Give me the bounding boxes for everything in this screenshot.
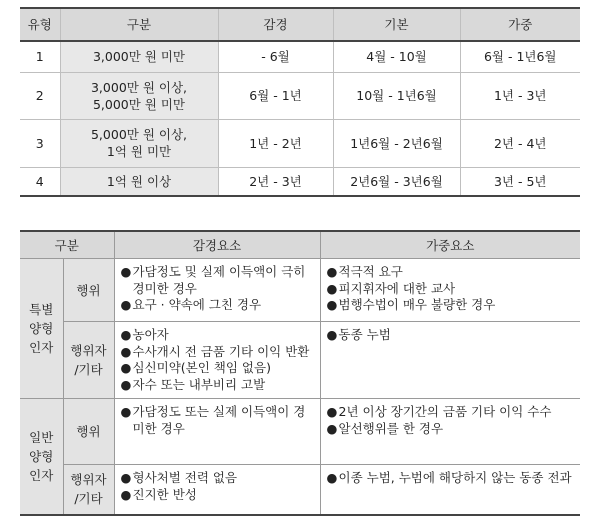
table-row	[20, 259, 580, 322]
sub-label-line: 행위	[76, 424, 101, 439]
list-item	[327, 297, 575, 314]
basic-cell: 10월 - 1년6월	[333, 72, 460, 119]
sub-label-line: /기타	[74, 362, 103, 377]
aggravated-cell: 2년 - 4년	[460, 119, 580, 167]
category-line: 1억 원 이상	[106, 173, 172, 189]
list-item	[327, 404, 575, 421]
type-cell: 4	[20, 167, 60, 196]
table-row	[20, 167, 580, 196]
factor-text: 요구 · 약속에 그친 경우	[132, 297, 262, 312]
sub-label-line: 행위자	[70, 343, 107, 358]
factor-text: 진지한 반성	[132, 486, 197, 502]
reduced-cell: - 6월	[218, 41, 333, 72]
table-header-row	[20, 231, 580, 259]
sub-label-actor	[63, 465, 114, 515]
list-item	[121, 487, 314, 504]
sub-label-actor	[63, 322, 114, 399]
header-aggravated: 가중	[460, 8, 580, 41]
sentencing-factors-table	[20, 230, 580, 516]
list-item	[121, 264, 314, 297]
list-item	[121, 344, 314, 361]
factor-text: 적극적 요구	[338, 264, 403, 279]
header-type: 유형	[20, 8, 60, 41]
bullet-icon: ●	[326, 297, 338, 312]
bullet-icon: ●	[120, 264, 132, 279]
table-row	[20, 119, 580, 167]
sub-label-line: 행위	[76, 282, 101, 298]
bullet-icon: ●	[326, 327, 338, 342]
bullet-icon: ●	[120, 376, 132, 392]
aggravating-cell	[320, 465, 580, 515]
mitigating-cell	[114, 399, 320, 465]
list-item	[121, 327, 314, 344]
table-row	[20, 399, 580, 465]
list-item	[327, 470, 575, 487]
category-cell	[60, 167, 218, 196]
table-row	[20, 465, 580, 515]
reduced-cell: 2년 - 3년	[218, 167, 333, 196]
factor-text: 형사처벌 전력 없음	[132, 470, 238, 485]
list-item	[327, 281, 575, 298]
bullet-icon: ●	[326, 404, 338, 419]
list-item	[121, 470, 314, 487]
group-label-special	[20, 259, 63, 399]
list-item	[121, 360, 314, 377]
aggravating-cell	[320, 259, 580, 322]
header-mitigating: 감경요소	[114, 231, 320, 259]
category-line: 5,000만 원 이상,	[90, 127, 187, 142]
table-row	[20, 322, 580, 399]
group-label-line: 특별	[29, 302, 54, 317]
bullet-icon: ●	[326, 264, 338, 279]
reduced-cell: 1년 - 2년	[218, 119, 333, 167]
type-cell: 2	[20, 72, 60, 119]
mitigating-cell	[114, 259, 320, 322]
group-label-line: 양형	[29, 448, 54, 464]
factor-text: 2년 이상 장기간의 금품 기타 이익 수수	[338, 404, 552, 419]
list-item	[121, 297, 314, 314]
basic-cell: 4월 - 10월	[333, 41, 460, 72]
bullet-icon: ●	[120, 404, 132, 419]
aggravating-cell	[320, 399, 580, 465]
factor-text: 알선행위를 한 경우	[338, 420, 444, 436]
list-item	[327, 264, 575, 281]
bullet-icon: ●	[120, 327, 132, 342]
mitigating-cell	[114, 465, 320, 515]
factor-text: 수사개시 전 금품 기타 이익 반환	[132, 343, 310, 359]
table-row	[20, 72, 580, 119]
category-line: 3,000만 원 미만	[92, 49, 186, 65]
table-header-row	[20, 8, 580, 41]
category-cell	[60, 119, 218, 167]
aggravated-cell: 6월 - 1년6월	[460, 41, 580, 72]
factor-text: 가담정도 및 실제 이득액이 극히 경미한 경우	[132, 264, 306, 296]
factor-text: 자수 또는 내부비리 고발	[132, 376, 266, 392]
header-basic: 기본	[333, 8, 460, 41]
sub-label-line: /기타	[74, 491, 103, 507]
group-label-line: 일반	[29, 429, 54, 445]
list-item	[121, 404, 314, 437]
factor-text: 이종 누범, 누범에 해당하지 않는 동종 전과	[338, 470, 572, 485]
type-cell: 3	[20, 119, 60, 167]
factor-text: 농아자	[132, 327, 169, 342]
bullet-icon: ●	[326, 470, 338, 485]
bullet-icon: ●	[120, 470, 132, 485]
factor-text: 가담정도 또는 실제 이득액이 경미한 경우	[132, 404, 306, 436]
header-category: 구분	[20, 231, 114, 259]
category-line: 3,000만 원 이상,	[90, 79, 187, 95]
list-item	[327, 327, 575, 344]
aggravated-cell: 1년 - 3년	[460, 72, 580, 119]
sub-label-line: 행위자	[70, 472, 107, 488]
group-label-line: 인자	[29, 467, 54, 483]
type-cell: 1	[20, 41, 60, 72]
bullet-icon: ●	[120, 486, 132, 502]
header-reduced: 감경	[218, 8, 333, 41]
bullet-icon: ●	[120, 343, 132, 359]
factor-text: 동종 누범	[338, 327, 391, 342]
bullet-icon: ●	[326, 420, 338, 436]
group-label-line: 양형	[29, 321, 54, 336]
category-line: 5,000만 원 미만	[92, 96, 186, 112]
reduced-cell: 6월 - 1년	[218, 72, 333, 119]
aggravating-cell	[320, 322, 580, 399]
list-item	[327, 421, 575, 438]
sub-label-act	[63, 399, 114, 465]
category-cell	[60, 41, 218, 72]
sentencing-range-table	[20, 7, 580, 197]
factor-text: 범행수법이 매우 불량한 경우	[338, 297, 496, 312]
sub-label-act	[63, 259, 114, 322]
header-category: 구분	[60, 8, 218, 41]
aggravated-cell: 3년 - 5년	[460, 167, 580, 196]
header-aggravating: 가중요소	[320, 231, 580, 259]
table-row	[20, 41, 580, 72]
basic-cell: 2년6월 - 3년6월	[333, 167, 460, 196]
factor-text: 피지휘자에 대한 교사	[338, 280, 456, 296]
mitigating-cell	[114, 322, 320, 399]
category-line: 1억 원 미만	[106, 144, 172, 159]
bullet-icon: ●	[120, 297, 132, 312]
category-cell	[60, 72, 218, 119]
group-label-general	[20, 399, 63, 515]
list-item	[121, 377, 314, 394]
basic-cell: 1년6월 - 2년6월	[333, 119, 460, 167]
factor-text: 심신미약(본인 책임 없음)	[132, 360, 271, 375]
group-label-line: 인자	[29, 340, 54, 355]
bullet-icon: ●	[120, 360, 132, 375]
bullet-icon: ●	[326, 280, 338, 296]
